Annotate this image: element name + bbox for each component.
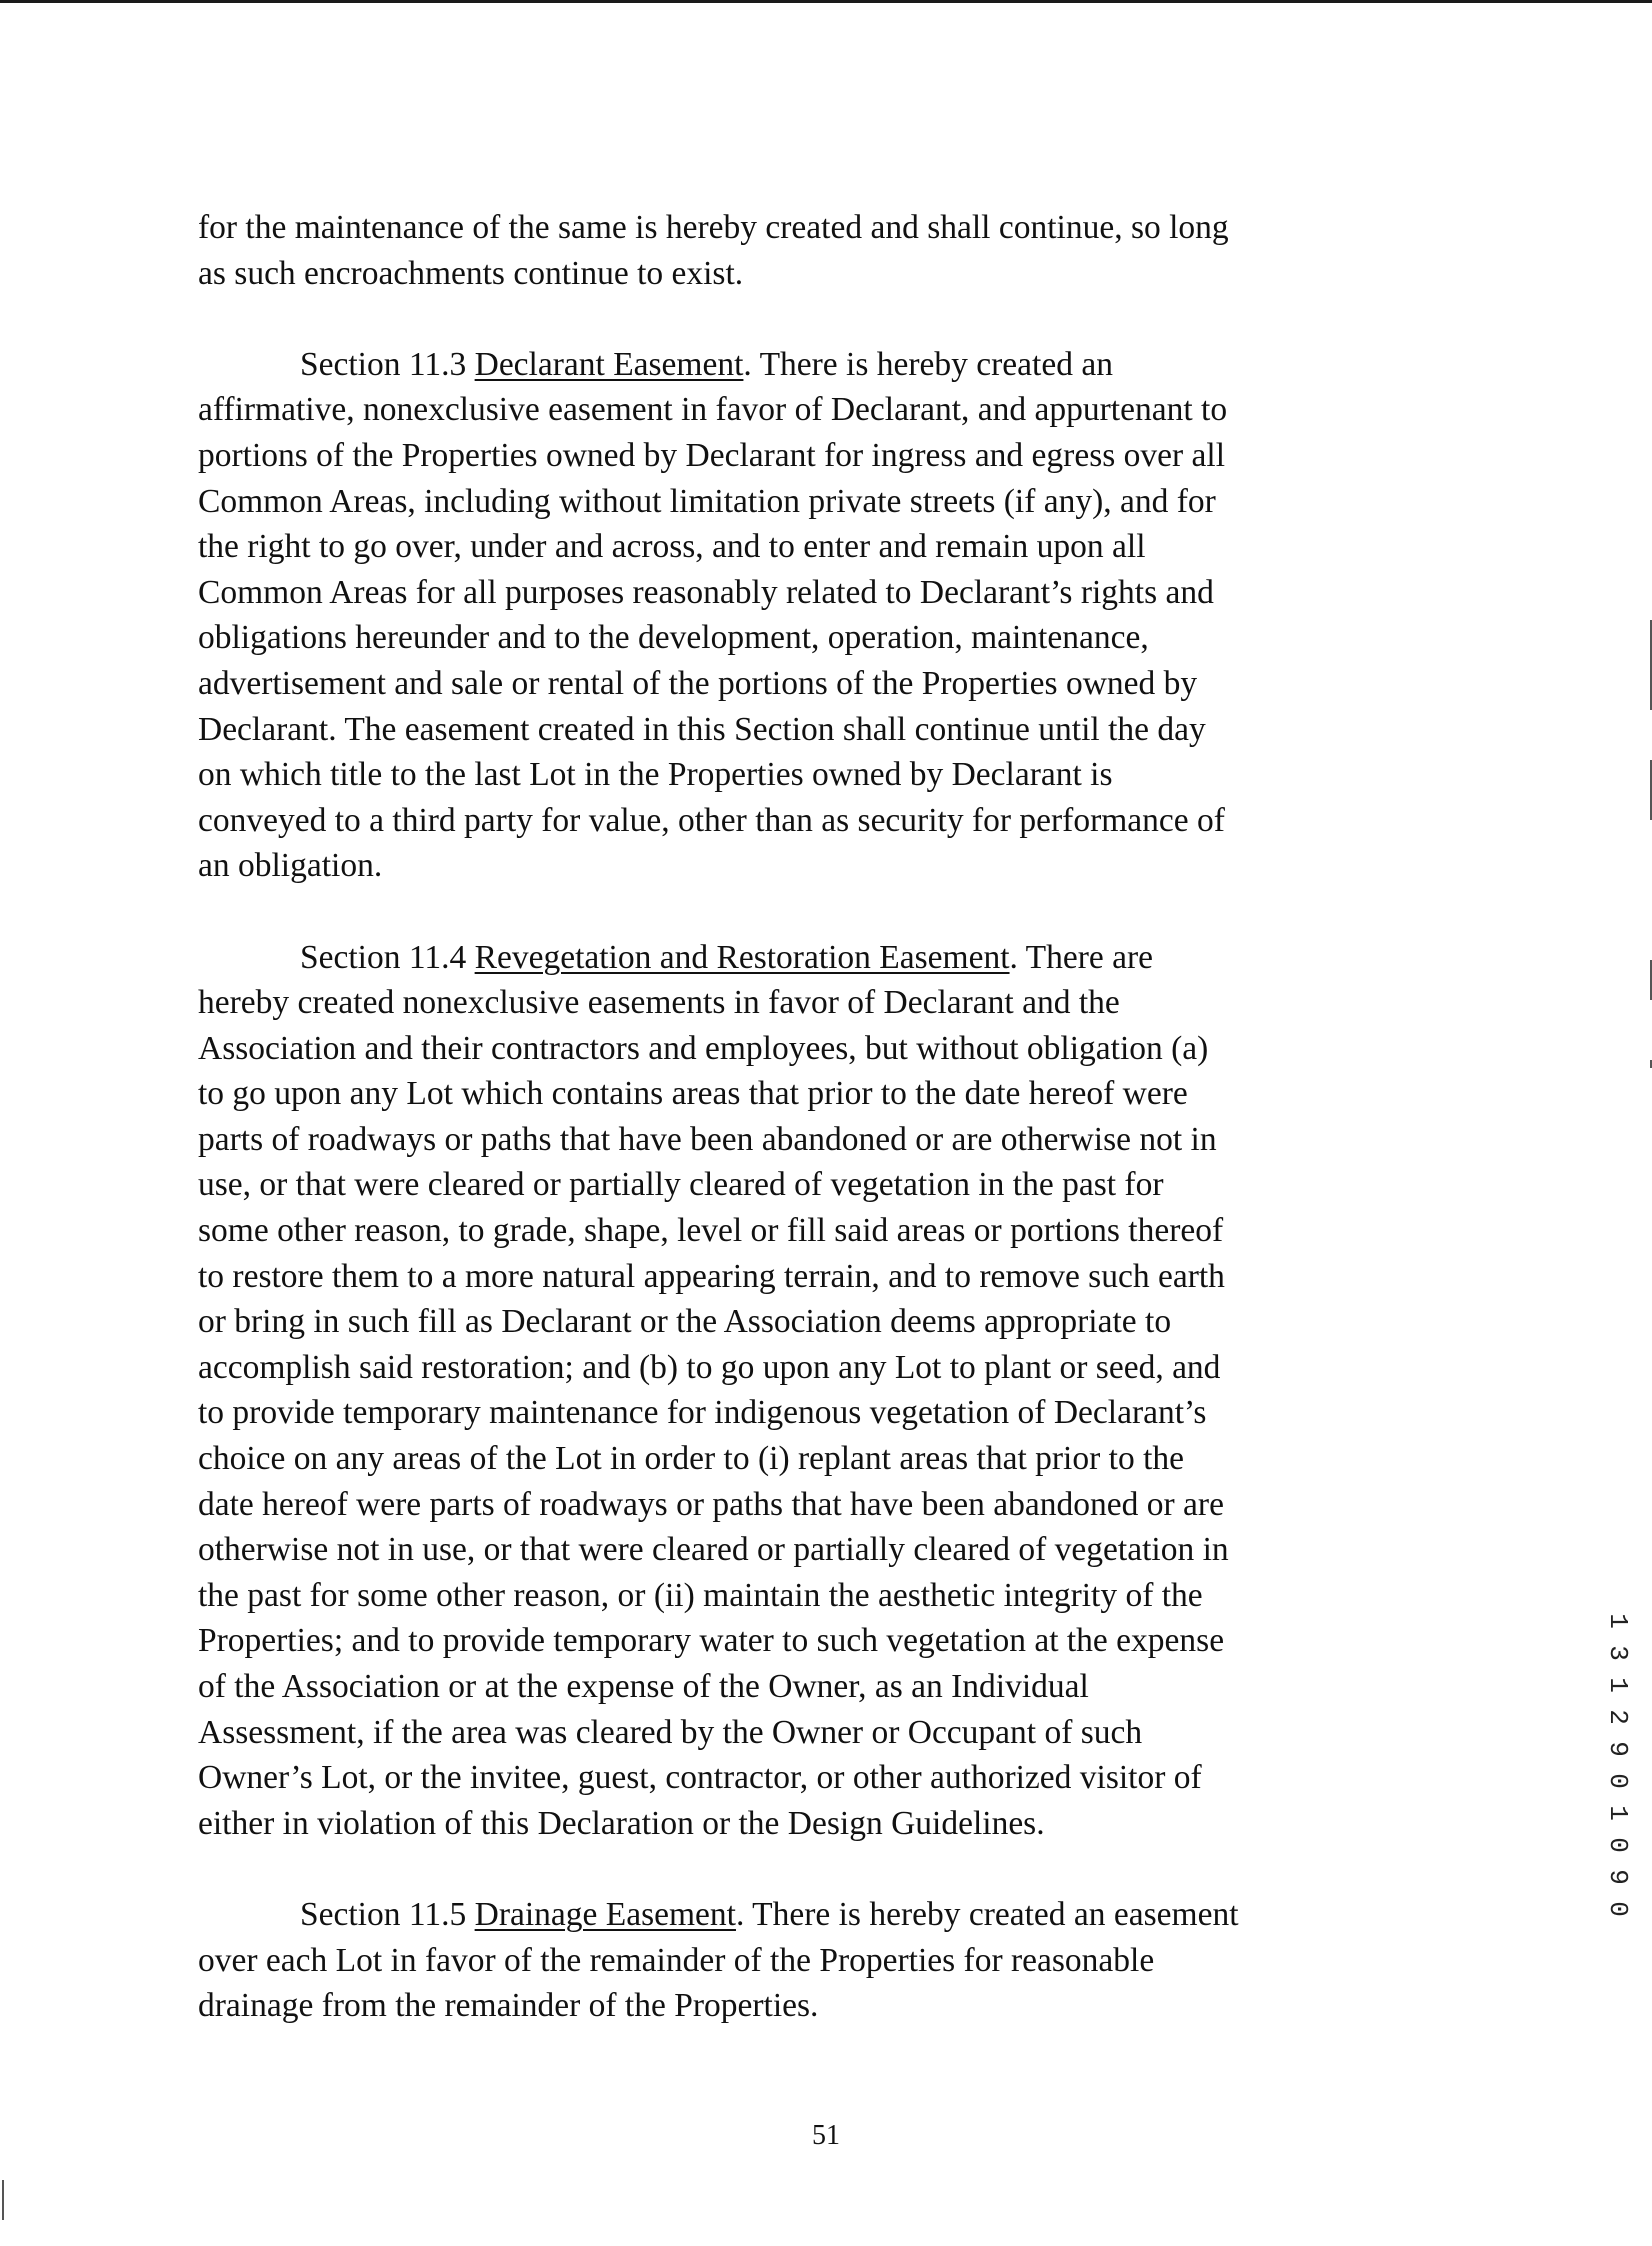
section-11-3: [198, 342, 1428, 889]
stamp-char: 1: [1603, 1677, 1633, 1693]
section-11-4: [198, 935, 1428, 1847]
section-title: Declarant Easement: [474, 345, 744, 383]
text-line: Assessment, if the area was cleared by the Owner or Occupant of such: [198, 1713, 1143, 1751]
stamp-char: 0: [1603, 1901, 1633, 1917]
text-line: either in violation of this Declaration or the Design Guidelines.: [198, 1804, 1045, 1842]
text-line: the right to go over, under and across, and to enter and remain upon all: [198, 528, 1146, 566]
section-heading-rest: . There is hereby created an easement: [735, 1895, 1239, 1933]
stamp-char: 9: [1603, 1741, 1633, 1757]
text-line: hereby created nonexclusive easements in favor of Declarant and the: [198, 984, 1120, 1022]
text-line: portions of the Properties owned by Declarant for ingress and egress over all: [198, 436, 1226, 474]
text-line: for the maintenance of the same is hereby created and shall continue, so long: [198, 209, 1229, 246]
text-line: to go upon any Lot which contains areas that prior to the date hereof were: [198, 1075, 1188, 1113]
text-line: date hereof were parts of roadways or paths that have been abandoned or are: [198, 1485, 1224, 1523]
text-line: conveyed to a third party for value, other than as security for performance of: [198, 801, 1225, 839]
text-line: or bring in such fill as Declarant or the Association deems appropriate to: [198, 1303, 1172, 1341]
text-line: of the Association or at the expense of the Owner, as an Individual: [198, 1668, 1089, 1705]
stamp-char: 1: [1603, 1805, 1633, 1821]
text-line: to provide temporary maintenance for indigenous vegetation of Declarant’s: [198, 1394, 1207, 1432]
text-line: Common Areas for all purposes reasonably related to Declarant’s rights and: [198, 573, 1214, 611]
stamp-char: 9: [1603, 1869, 1633, 1885]
stamp-char: 1: [1603, 1613, 1633, 1629]
text-line: use, or that were cleared or partially cleared of vegetation in the past for: [198, 1166, 1164, 1204]
section-number: Section 11.3: [300, 345, 475, 383]
text-line: to restore them to a more natural appearing terrain, and to remove such earth: [198, 1257, 1225, 1295]
text-line: an obligation.: [198, 847, 383, 885]
text-line: Association and their contractors and employees, but without obligation (a): [198, 1029, 1209, 1067]
text-line: drainage from the remainder of the Properties.: [198, 1987, 819, 2025]
recording-stamp: [1598, 1605, 1638, 1925]
text-line: choice on any areas of the Lot in order to (i) replant areas that prior to the: [198, 1440, 1184, 1478]
section-11-5: [198, 1892, 1428, 2029]
section-heading-rest: . There are: [1009, 938, 1154, 976]
text-line: Properties; and to provide temporary water to such vegetation at the expense: [198, 1622, 1225, 1660]
section-heading-line: [198, 935, 1428, 981]
text-line: as such encroachments continue to exist.: [198, 254, 744, 292]
stamp-char: 0: [1603, 1837, 1633, 1853]
text-line: otherwise not in use, or that were cleared or partially cleared of vegetation in: [198, 1531, 1229, 1569]
page-number: 51: [812, 2120, 840, 2151]
text-line: parts of roadways or paths that have been abandoned or are otherwise not in: [198, 1120, 1217, 1158]
section-number: Section 11.4: [300, 938, 475, 976]
text-line: some other reason, to grade, shape, level or fill said areas or portions thereof: [198, 1212, 1224, 1250]
top-border-rule: [0, 0, 1652, 3]
text-line: advertisement and sale or rental of the portions of the Properties owned by: [198, 664, 1198, 702]
section-title: Revegetation and Restoration Easement: [474, 938, 1010, 976]
document-body: [198, 205, 1428, 2029]
text-line: Declarant. The easement created in this Section shall continue until the day: [198, 710, 1206, 748]
text-line: affirmative, nonexclusive easement in favor of Declarant, and appurtenant to: [198, 391, 1228, 429]
stamp-char: 2: [1603, 1709, 1633, 1725]
text-line: obligations hereunder and to the development, operation, maintenance,: [198, 619, 1149, 657]
section-heading-line: [198, 342, 1428, 388]
scan-artifact: [2, 2180, 4, 2220]
stamp-char: 3: [1603, 1645, 1633, 1661]
section-heading-line: [198, 1892, 1428, 1938]
text-line: over each Lot in favor of the remainder of the Properties for reasonable: [198, 1941, 1155, 1979]
section-title: Drainage Easement: [474, 1895, 736, 1933]
paragraph-continuation: [198, 205, 1428, 296]
section-number: Section 11.5: [300, 1895, 475, 1933]
text-line: Common Areas, including without limitation private streets (if any), and for: [198, 482, 1216, 520]
section-heading-rest: . There is hereby created an: [743, 345, 1113, 383]
text-line: on which title to the last Lot in the Properties owned by Declarant is: [198, 756, 1113, 794]
stamp-char: 0: [1603, 1773, 1633, 1789]
text-line: accomplish said restoration; and (b) to go upon any Lot to plant or seed, and: [198, 1348, 1221, 1386]
text-line: Owner’s Lot, or the invitee, guest, contractor, or other authorized visitor of: [198, 1759, 1202, 1797]
text-line: the past for some other reason, or (ii) maintain the aesthetic integrity of the: [198, 1576, 1203, 1614]
